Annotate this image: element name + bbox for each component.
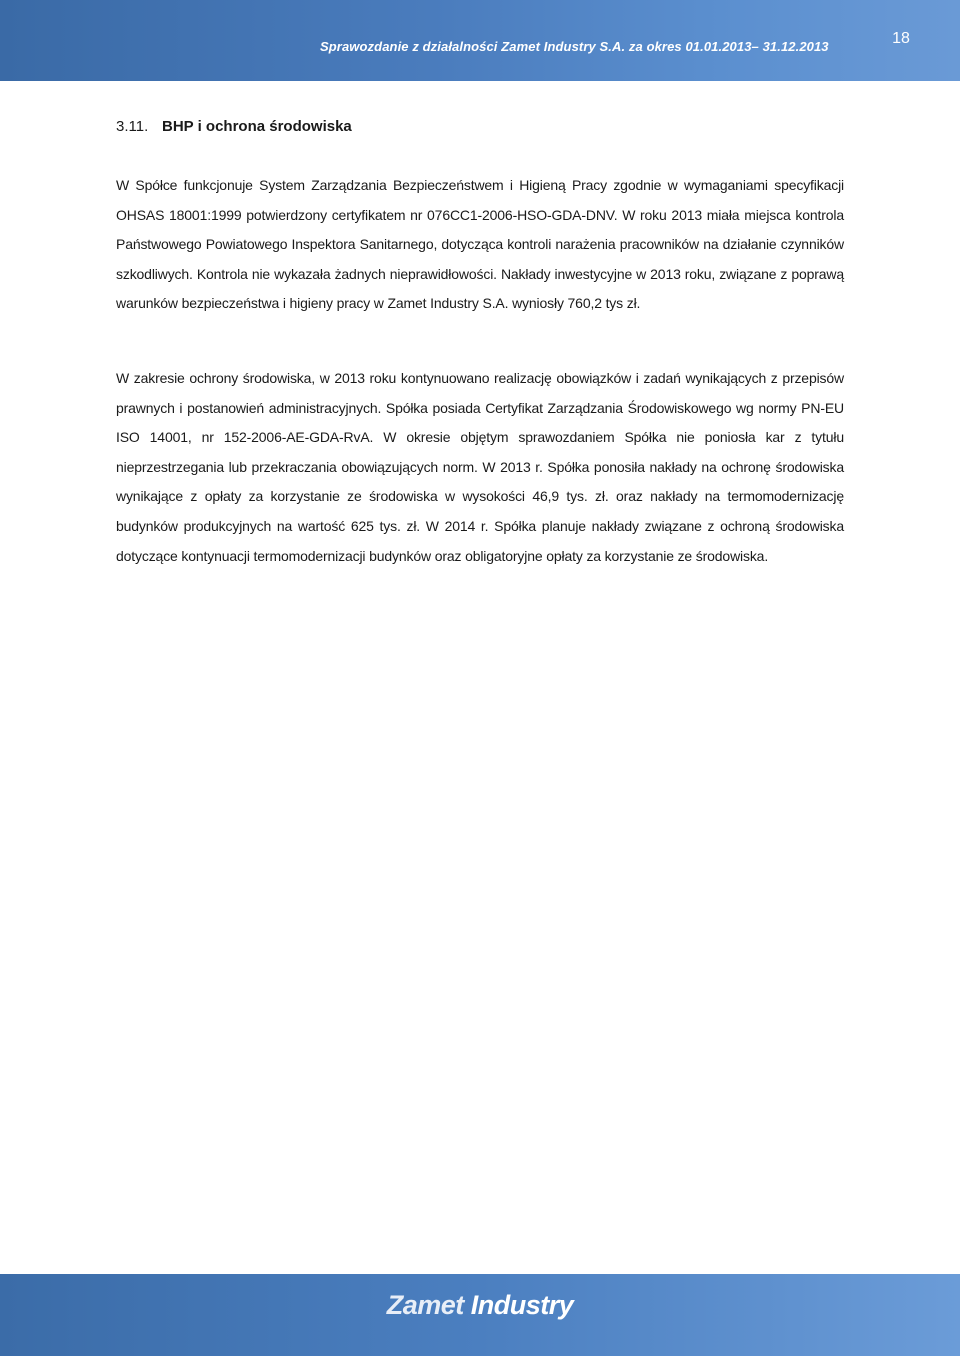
company-logo xyxy=(0,1290,960,1321)
logo-word-industry: Industry xyxy=(470,1290,574,1320)
document-header-title: Sprawozdanie z działalności Zamet Industry S.A. za okres 01.01.2013– 31.12.2013 xyxy=(320,39,829,54)
paragraph-environment: W zakresie ochrony środowiska, w 2013 roku kontynuowano realizację obowiązków i zadań wynikających z przepisów prawnych i postanowień administracyjnych. Spółka posiada Certyfikat Zarządzania Środowiskowego wg normy PN-EU ISO 14001, nr 152-2006-AE-GDA-RvA. W okresie objętym sprawozdaniem Spółka nie poniosła kar z tytułu nieprzestrzegania lub przekraczania obowiązujących norm. W 2013 r. Spółka ponosiła nakłady na ochronę środowiska wynikające z opłaty za korzystanie ze środowiska w wysokości 46,9 tys. zł. oraz nakłady na termomodernizację budynków produkcyjnych na wartość 625 tys. zł. W 2014 r. Spółka planuje nakłady związane z ochroną środowiska dotyczące kontynuacji termomodernizacji budynków oraz obligatoryjne opłaty za korzystanie ze środowiska. xyxy=(116,370,844,564)
paragraph-ohs: W Spółce funkcjonuje System Zarządzania Bezpieczeństwem i Higieną Pracy zgodnie w wymaganiami specyfikacji OHSAS 18001:1999 potwierdzony certyfikatem nr 076CC1-2006-HSO-GDA-DNV. W roku 2013 miała miejsca kontrola Państwowego Powiatowego Inspektora Sanitarnego, dotycząca kontroli narażenia pracowników na działanie czynników szkodliwych. Kontrola nie wykazała żadnych nieprawidłowości. Nakłady inwestycyjne w 2013 roku, związane z poprawą warunków bezpieczeństwa i higieny pracy w Zamet Industry S.A. wyniosły 760,2 tys zł. xyxy=(116,177,844,312)
section-number: 3.11. xyxy=(116,118,149,135)
page-number: 18 xyxy=(892,30,910,47)
logo-word-zamet: Zamet xyxy=(386,1290,464,1320)
section-heading xyxy=(116,118,352,135)
section-title: BHP i ochrona środowiska xyxy=(162,118,352,135)
